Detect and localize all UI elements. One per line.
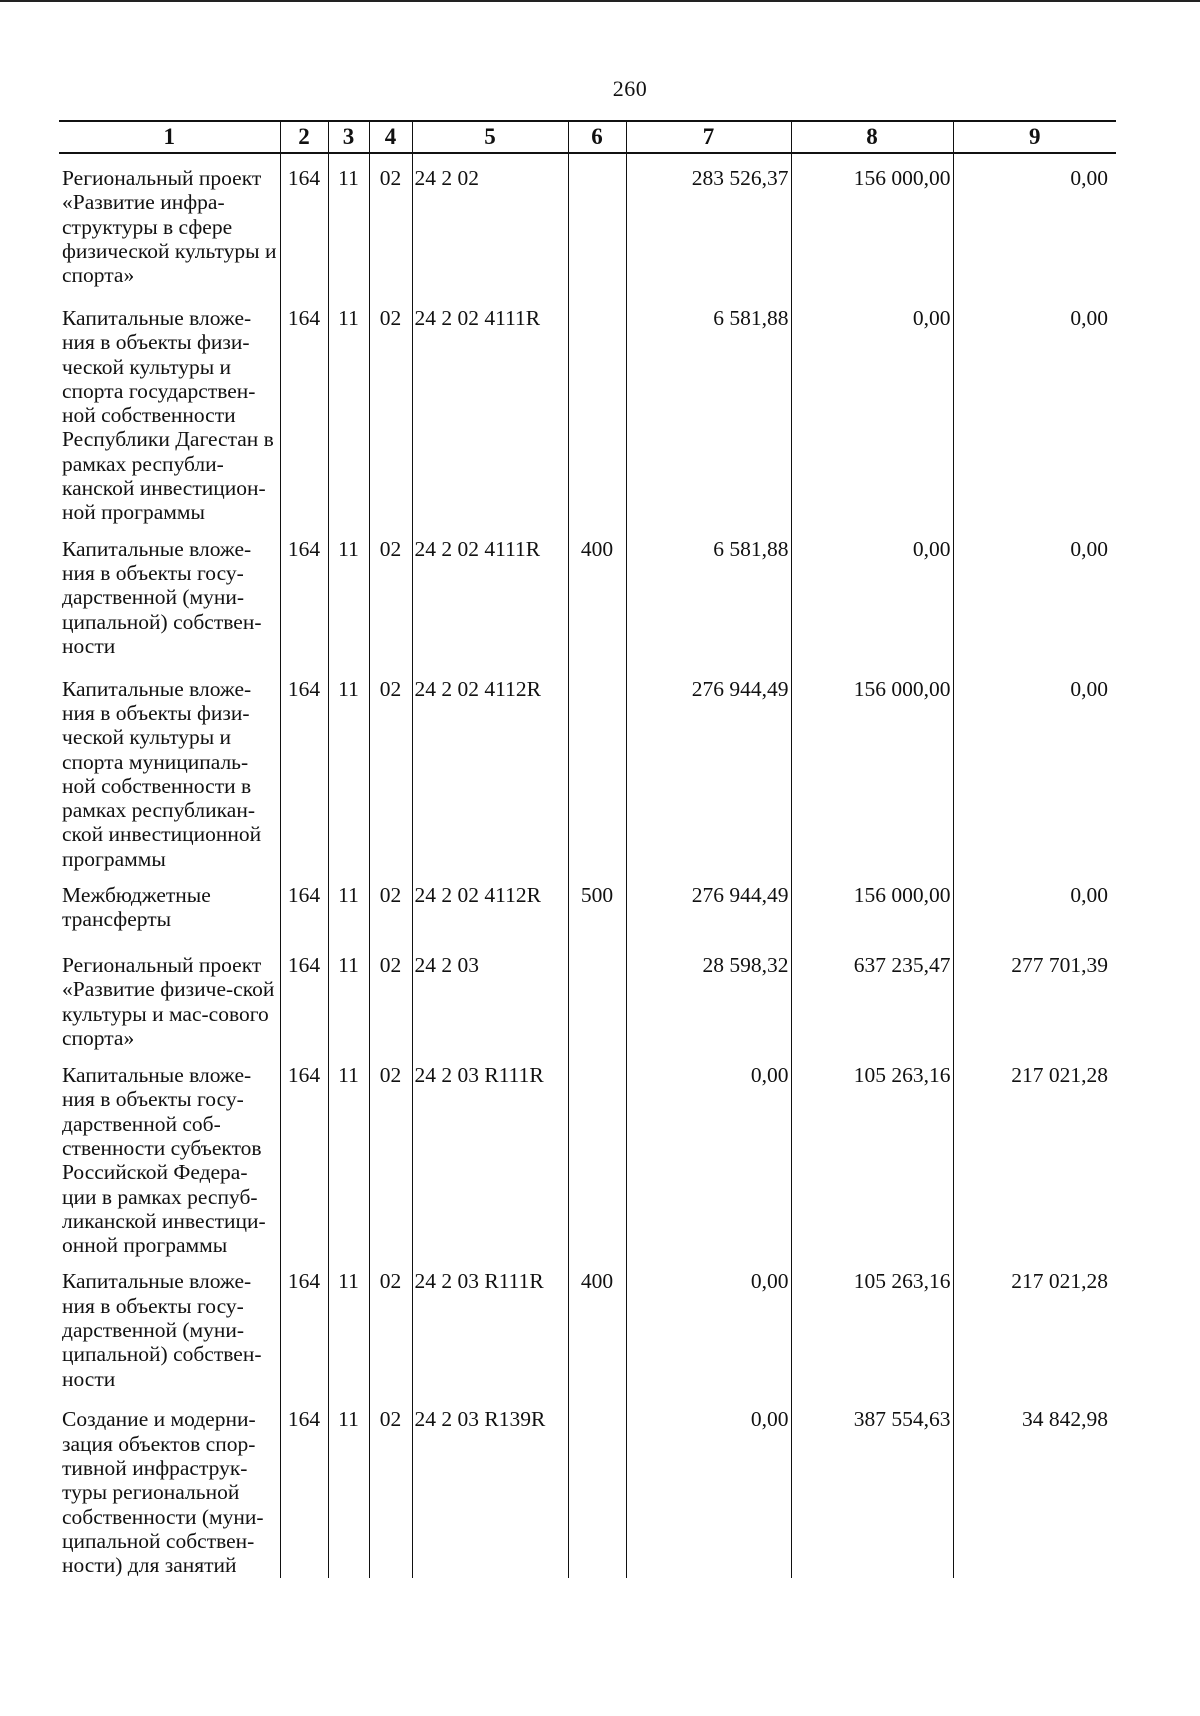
row-col-5: 24 2 03 <box>412 941 568 1051</box>
row-col-7: 28 598,32 <box>626 941 791 1051</box>
row-name: Межбюджетные трансферты <box>59 871 280 941</box>
row-col-7: 276 944,49 <box>626 871 791 941</box>
row-name: Создание и модерни-зация объектов спор-тивной инфраструк-туры региональной собственности (муни-ципальной собствен-ности) для занятий <box>59 1395 280 1577</box>
row-col-2: 164 <box>280 665 328 871</box>
row-name: Капитальные вложе-ния в объекты госу-дарственной (муни-ципальной) собствен-ности <box>59 1257 280 1395</box>
row-col-5: 24 2 02 4112R <box>412 871 568 941</box>
row-col-2: 164 <box>280 1051 328 1257</box>
table-row <box>59 1257 1116 1395</box>
row-col-4: 02 <box>369 294 412 525</box>
row-col-6: 400 <box>568 1257 626 1395</box>
row-col-8: 156 000,00 <box>791 871 953 941</box>
header-row <box>59 121 1116 153</box>
row-name: Капитальные вложе-ния в объекты госу-дарственной (муни-ципальной) собствен-ности <box>59 525 280 665</box>
row-col-4: 02 <box>369 941 412 1051</box>
row-col-2: 164 <box>280 525 328 665</box>
table-row <box>59 525 1116 665</box>
row-col-4: 02 <box>369 1395 412 1577</box>
row-col-5: 24 2 03 R111R <box>412 1257 568 1395</box>
row-col-7: 6 581,88 <box>626 525 791 665</box>
row-name: Капитальные вложе-ния в объекты физи-ческой культуры и спорта государствен-ной собственности Республики Дагестан в рамках республи-канской инвестицион-ной программы <box>59 294 280 525</box>
row-col-7: 276 944,49 <box>626 665 791 871</box>
table-row <box>59 665 1116 871</box>
top-edge-rule <box>0 0 1200 2</box>
row-col-5: 24 2 02 4112R <box>412 665 568 871</box>
row-col-9: 0,00 <box>953 525 1116 665</box>
row-col-3: 11 <box>328 1257 369 1395</box>
row-col-3: 11 <box>328 1395 369 1577</box>
table-body <box>59 153 1116 1578</box>
row-col-2: 164 <box>280 294 328 525</box>
row-name: Региональный проект «Развитие физиче-ской культуры и мас-сового спорта» <box>59 941 280 1051</box>
table-row <box>59 1395 1116 1577</box>
row-col-7: 0,00 <box>626 1395 791 1577</box>
row-col-5: 24 2 03 R139R <box>412 1395 568 1577</box>
table-row <box>59 941 1116 1051</box>
row-col-8: 156 000,00 <box>791 153 953 294</box>
row-col-6: 500 <box>568 871 626 941</box>
row-col-4: 02 <box>369 665 412 871</box>
header-col-8: 8 <box>791 121 953 153</box>
row-col-9: 217 021,28 <box>953 1257 1116 1395</box>
page-number: 260 <box>612 76 648 101</box>
header-col-3: 3 <box>328 121 369 153</box>
row-col-3: 11 <box>328 153 369 294</box>
header-col-1: 1 <box>59 121 280 153</box>
row-col-8: 0,00 <box>791 294 953 525</box>
row-col-9: 0,00 <box>953 294 1116 525</box>
row-col-4: 02 <box>369 1257 412 1395</box>
row-col-8: 0,00 <box>791 525 953 665</box>
row-col-4: 02 <box>369 871 412 941</box>
row-col-9: 0,00 <box>953 153 1116 294</box>
table-header <box>59 121 1116 153</box>
row-col-5: 24 2 02 <box>412 153 568 294</box>
row-col-8: 387 554,63 <box>791 1395 953 1577</box>
row-col-3: 11 <box>328 525 369 665</box>
row-col-6 <box>568 941 626 1051</box>
row-col-3: 11 <box>328 871 369 941</box>
row-col-8: 637 235,47 <box>791 941 953 1051</box>
row-name: Капитальные вложе-ния в объекты физи-ческой культуры и спорта муниципаль-ной собственности в рамках республикан-ской инвестиционной программы <box>59 665 280 871</box>
row-col-2: 164 <box>280 1395 328 1577</box>
row-col-8: 105 263,16 <box>791 1257 953 1395</box>
row-col-6 <box>568 1395 626 1577</box>
table-row <box>59 871 1116 941</box>
row-col-3: 11 <box>328 665 369 871</box>
row-col-6 <box>568 294 626 525</box>
header-col-4: 4 <box>369 121 412 153</box>
row-col-7: 0,00 <box>626 1257 791 1395</box>
table-row <box>59 1051 1116 1257</box>
row-col-9: 34 842,98 <box>953 1395 1116 1577</box>
header-col-9: 9 <box>953 121 1116 153</box>
row-col-7: 6 581,88 <box>626 294 791 525</box>
row-col-9: 217 021,28 <box>953 1051 1116 1257</box>
row-col-5: 24 2 02 4111R <box>412 525 568 665</box>
row-col-9: 0,00 <box>953 871 1116 941</box>
row-col-2: 164 <box>280 871 328 941</box>
row-name: Региональный проект «Развитие инфра-структуры в сфере физической культуры и спорта» <box>59 153 280 294</box>
row-name: Капитальные вложе-ния в объекты госу-дарственной соб-ственности субъектов Российской Федера-ции в рамках респуб-ликанской инвестици-онной программы <box>59 1051 280 1257</box>
header-col-2: 2 <box>280 121 328 153</box>
row-col-8: 105 263,16 <box>791 1051 953 1257</box>
row-col-5: 24 2 03 R111R <box>412 1051 568 1257</box>
row-col-4: 02 <box>369 525 412 665</box>
row-col-4: 02 <box>369 153 412 294</box>
row-col-2: 164 <box>280 153 328 294</box>
row-col-6 <box>568 153 626 294</box>
row-col-6 <box>568 1051 626 1257</box>
row-col-3: 11 <box>328 294 369 525</box>
row-col-9: 0,00 <box>953 665 1116 871</box>
row-col-9: 277 701,39 <box>953 941 1116 1051</box>
header-col-7: 7 <box>626 121 791 153</box>
row-col-4: 02 <box>369 1051 412 1257</box>
row-col-3: 11 <box>328 941 369 1051</box>
row-col-2: 164 <box>280 941 328 1051</box>
header-col-5: 5 <box>412 121 568 153</box>
row-col-7: 283 526,37 <box>626 153 791 294</box>
row-col-6 <box>568 665 626 871</box>
row-col-7: 0,00 <box>626 1051 791 1257</box>
row-col-2: 164 <box>280 1257 328 1395</box>
header-col-6: 6 <box>568 121 626 153</box>
budget-table <box>59 120 1116 1578</box>
table-row <box>59 153 1116 294</box>
table-row <box>59 294 1116 525</box>
row-col-6: 400 <box>568 525 626 665</box>
row-col-5: 24 2 02 4111R <box>412 294 568 525</box>
row-col-8: 156 000,00 <box>791 665 953 871</box>
row-col-3: 11 <box>328 1051 369 1257</box>
